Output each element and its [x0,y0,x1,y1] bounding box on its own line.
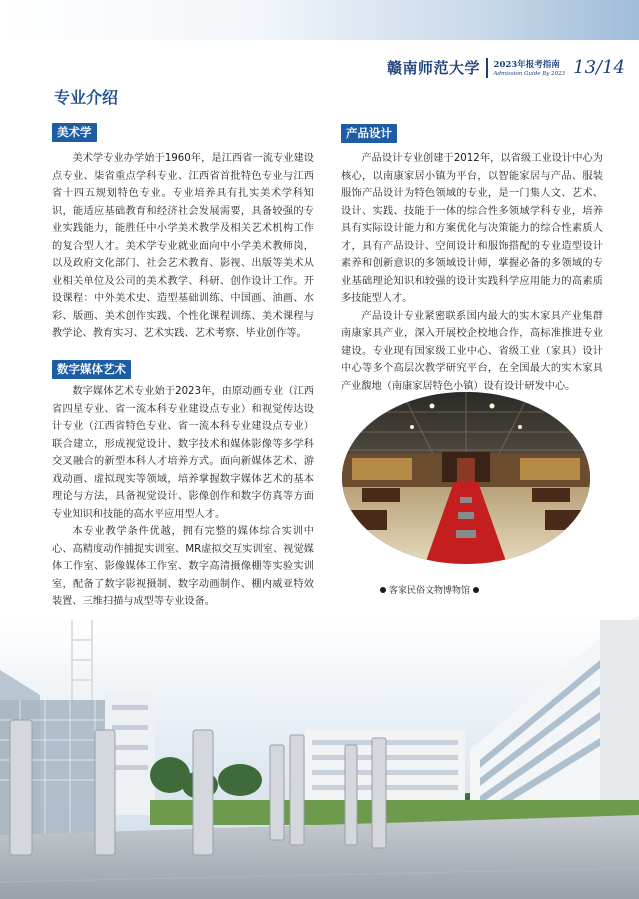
museum-photo [342,392,590,564]
museum-caption [380,583,479,596]
major-tag-product-design: 产品设计 [341,124,397,143]
product-design-description [341,150,603,395]
fine-arts-description [52,150,314,343]
header-band [0,0,639,40]
admission-guide-cn: 2023年报考指南 [493,60,560,70]
admission-guide-label [494,61,566,77]
section-title: 专业介绍 [54,88,119,107]
product-design-paragraph: 产品设计专业创建于2012年，以省级工业设计中心为核心，以南康家居小镇为平台，以智能家居与产品、服装服饰产品设计为特色领域的专业，是一门集人文、艺术、设计、实践、技能于一体的综合性多领域学科专业，培养具有实际设计能力和方案优化与决策能力的综合性素质人才，具有产品设计、空间设计和服饰搭配的专业造型设计素养和创新意识的多领域设计师，掌握必备的多领域的专业基础理论知识和较强的设计实践科学应用能力的高素质多技能型人才。 [341,153,603,304]
page-number: 13/14 [573,57,625,78]
digital-media-paragraph: 本专业教学条件优越，拥有完整的媒体综合实训中心、高精度动作捕捉实训室、MR虚拟交互实训室、视觉媒体工作室、影像媒体工作室、数字高清摄像棚等实验实训室，配备了数字影视摄制、数字动画制作、棚内威亚特效 [52,526,314,590]
page-header [0,0,639,80]
digital-media-paragraph: 数字媒体艺术专业始于2023年，由原动画专业（江西省四星专业、省一流本科专业建设点专业）和视觉传达设计专业（江西省特色专业、省一流本科专业建设点专业）联合建立，形成视觉设计、数字技术和媒体影像等多学科交叉融合的新型本科人才培养方式。面向新媒体艺术、游戏动画、虚拟现实等领域，培养掌握数字媒体艺术的基本理论与方法，具备视觉设计、影像创作和数字仿真等方面专业知识和技能的高水平应用型人才。 [52,386,314,520]
bullet-dot-icon [473,587,479,593]
university-brand [387,52,625,78]
bullet-dot-icon [380,587,386,593]
major-tag-fine-arts: 美术学 [52,123,97,142]
university-name: 赣南师范大学 [387,59,481,77]
brand-divider [486,58,488,78]
campus-photo [0,600,639,899]
product-design-paragraph: 产品设计专业紧密联系国内最大的实木家具产业集群南康家具产业，深入开展校企校地合作，高标准推进专业建设。专业现有国家级工业中心、省级工业（家具）设计中心等多个高层次教学研究平台，在全国最大的实木家具产业馥地（南康家居特色小镇）设有设计研发中心。 [341,310,603,392]
major-tag-digital-media-art: 数字媒体艺术 [52,360,131,379]
digital-media-description [52,383,314,611]
fine-arts-paragraph: 美术学专业办学始于1960年，是江西省一流专业建设点专业、柒省重点学科专业、江西省首批特色专业与江西省十四五规划特色专业。专业培养具有扎实美术学科知识，能适应基础教育和经济社会发展需要，具备较强的专业实践能力，能胜任中小学美术教学及相关艺术机构工作的复合型人才。美术学专业就业面向中小学美术教师岗，以及政府文化部门、社会艺术教育、影视、出版等美术从业相关单位及公司的美术教学、科研、创作设计工作。开设课程：中外美术史、造型基础训练、中国画、油画、水彩、版画、美术创作实践、个性化课程训练、美术课程与教学论、教育实习、艺术实践、艺术考察、毕业创作等。 [52,153,314,339]
admission-guide-en: Admission Guide By 2023 [493,70,566,77]
museum-caption-text: 客家民俗文物博物馆 [389,586,471,596]
